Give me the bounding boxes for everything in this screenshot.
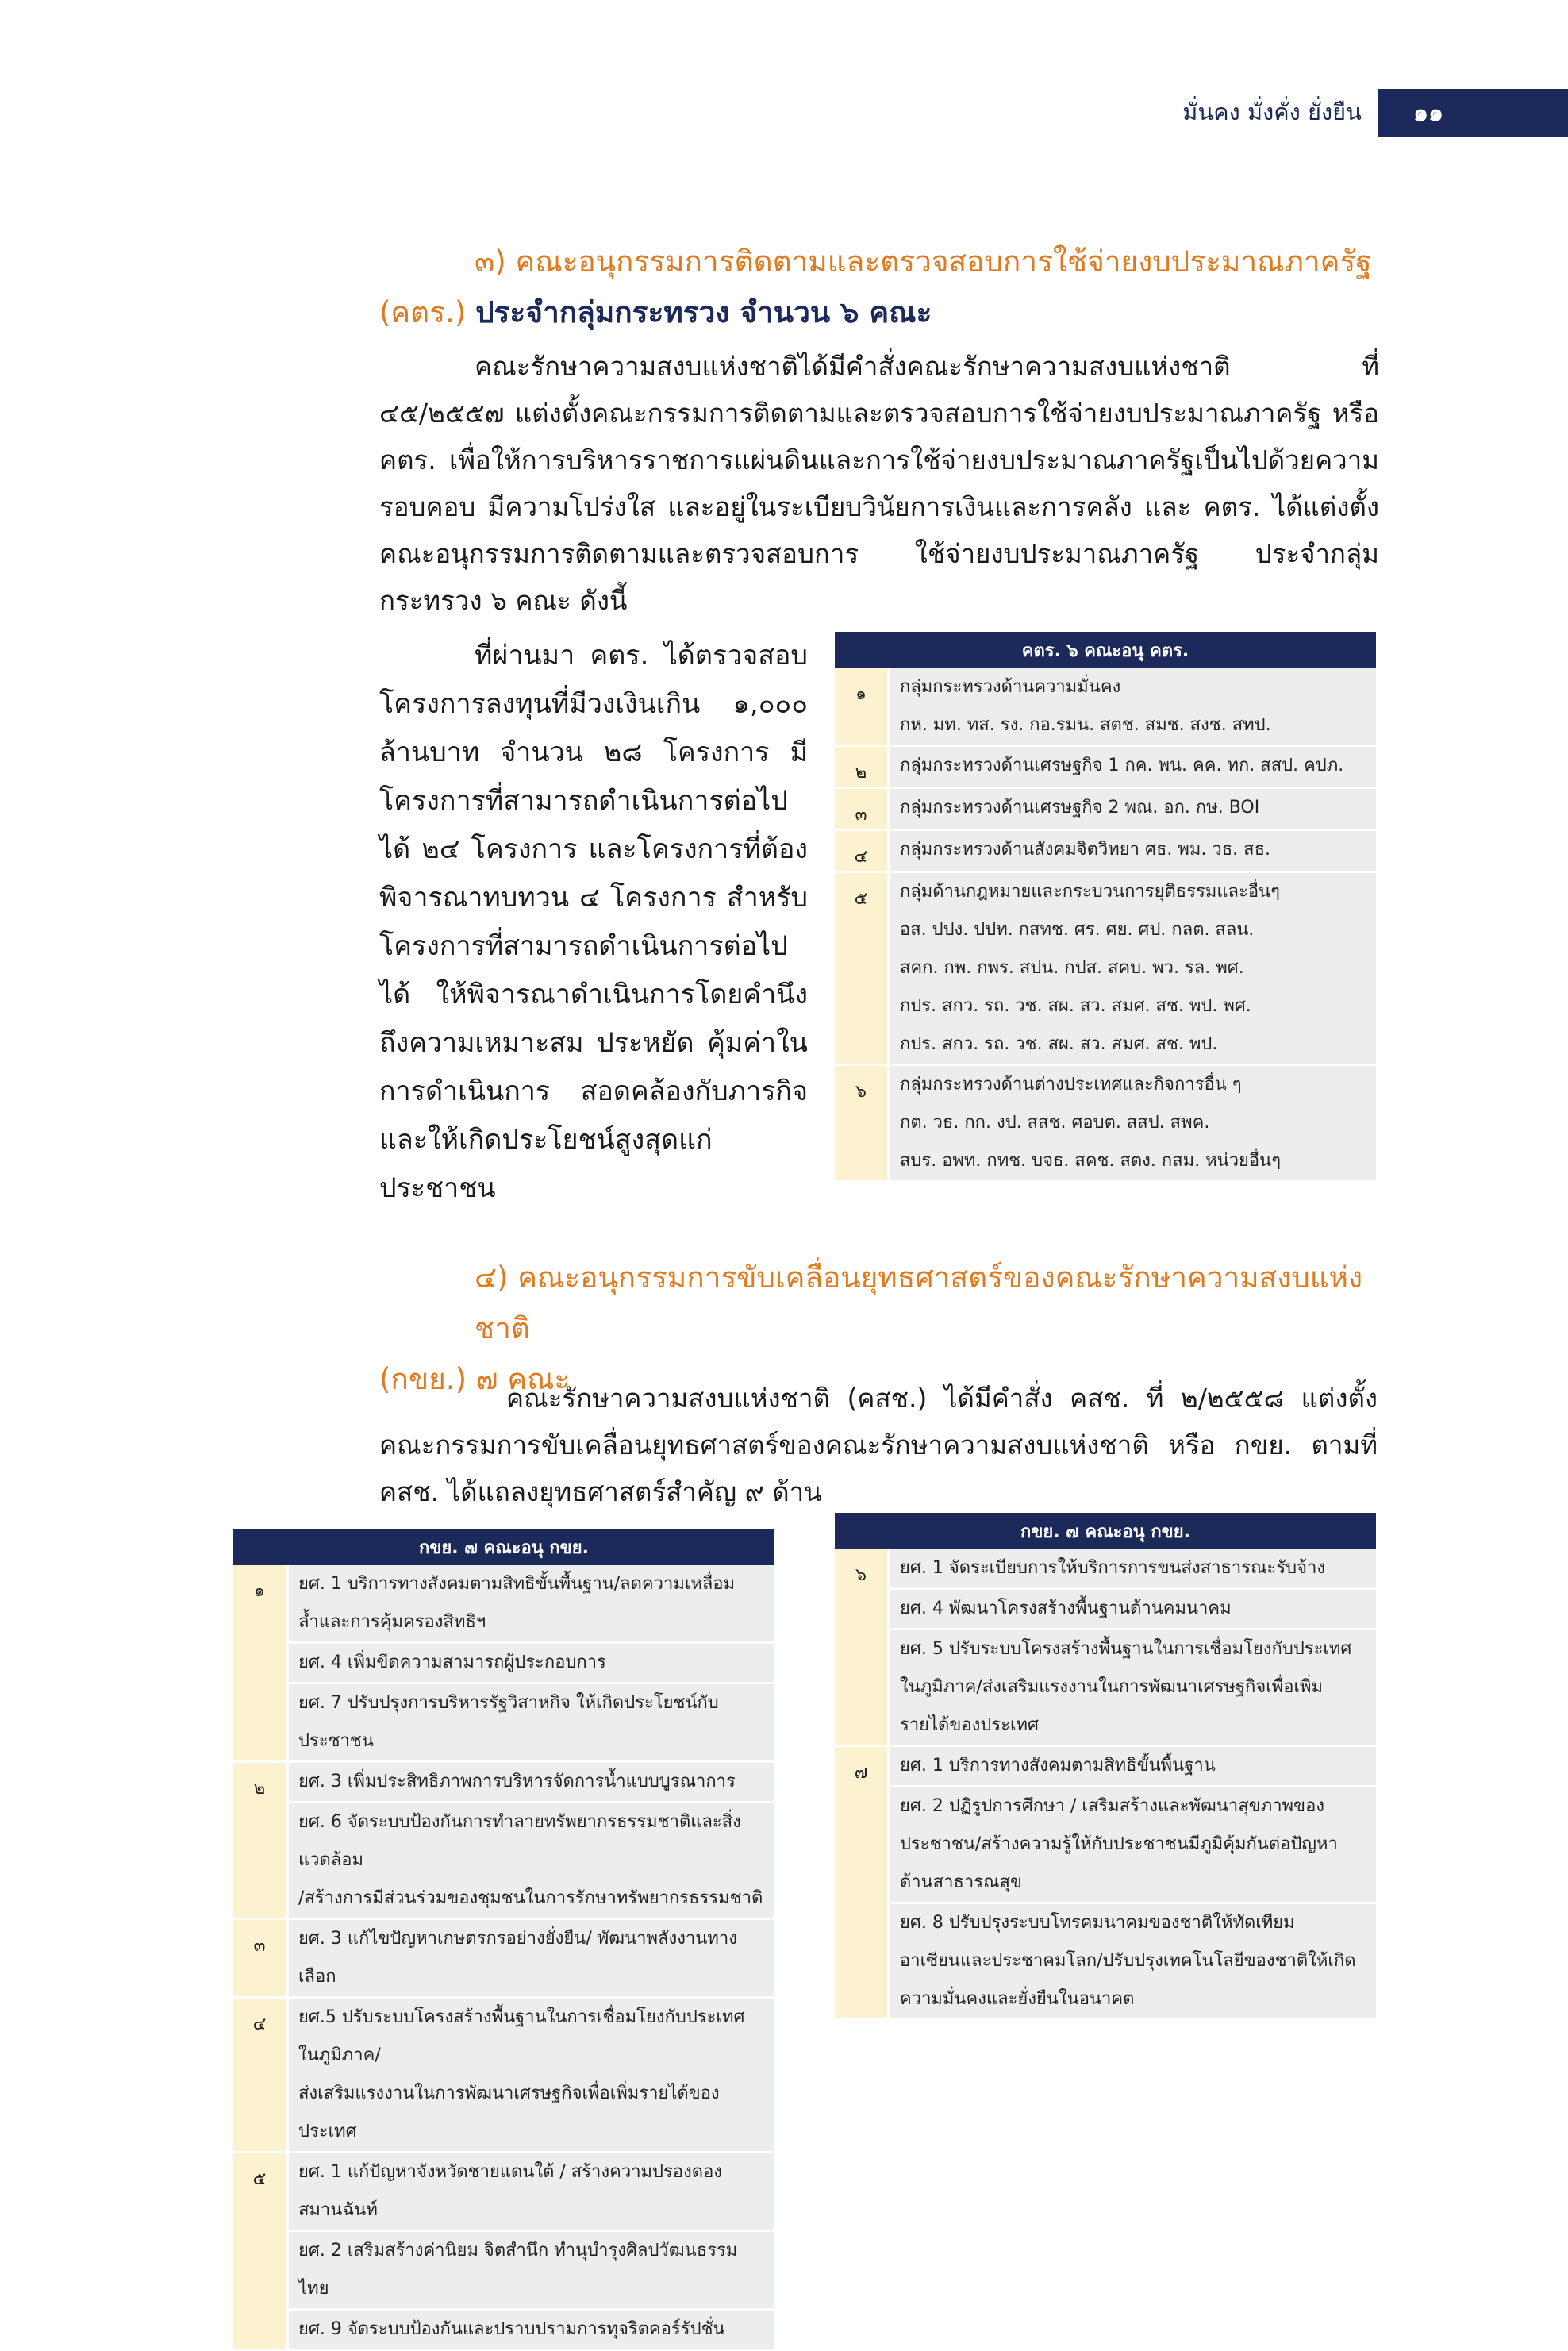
section3-side-text (379, 632, 808, 1213)
row-text (286, 1684, 774, 1763)
row-line: กลุ่มกระทรวงด้านต่างประเทศและกิจการอื่น ๆ (900, 1075, 1242, 1095)
section3-heading-line1: ๓) คณะอนุกรรมการติดตามและตรวจสอบการใช้จ่ายงบประมาณภาครัฐ (475, 244, 1372, 279)
row-line: สบร. อพท. กทช. บจธ. สคช. สตง. กสม. หน่วยอื่นๆ (900, 1151, 1282, 1171)
table-row (233, 1803, 774, 1920)
table-row (835, 1747, 1376, 1787)
row-text (286, 2311, 774, 2351)
row-number: ๕ (233, 2153, 286, 2351)
row-line: ยศ. 1 บริการทางสังคมตามสิทธิขั้นพื้นฐาน (900, 1756, 1216, 1776)
row-line: ในภูมิภาค/ส่งเสริมแรงงานในการพัฒนาเศรษฐกิจเพื่อเพิ่ม (900, 1677, 1324, 1697)
table-row (835, 831, 1376, 873)
table-row (233, 1644, 774, 1684)
section3-paragraph (379, 343, 1379, 624)
row-line: กห. มท. ทส. รง. กอ.รมน. สตช. สมช. สงช. สทป. (900, 715, 1271, 735)
row-text (887, 1590, 1376, 1630)
table-row (233, 1565, 774, 1644)
row-number: ๒ (233, 1763, 286, 1920)
row-number: ๕ (835, 873, 887, 1066)
table-row (233, 1999, 774, 2153)
row-line: ยศ. 9 จัดระบบป้องกันและปราบปรามการทุจริตคอร์รัปชั่น (298, 2319, 725, 2339)
row-line: ยศ. 2 เสริมสร้างค่านิยม จิตสำนึก ทำนุบำรุงศิลปวัฒนธรรมไทย (298, 2241, 738, 2299)
committee-table-ktr (835, 632, 1376, 1183)
row-text (887, 1549, 1376, 1590)
table-row (835, 1904, 1376, 2021)
row-line: กลุ่มด้านกฎหมายและกระบวนการยุติธรรมและอื่นๆ (900, 882, 1280, 902)
section3-heading-abbr: (คตร.) (379, 295, 467, 329)
table-row (835, 1630, 1376, 1747)
row-line: กลุ่มกระทรวงด้านสังคมจิตวิทยา ศธ. พม. วธ. สธ. (900, 840, 1270, 860)
row-number: ๗ (835, 1747, 887, 2021)
row-line: สคก. กพ. กพร. สปน. กปส. สคบ. พว. รล. พศ. (900, 958, 1244, 978)
row-line: ด้านสาธารณสุข (900, 1872, 1022, 1892)
row-text (286, 1763, 774, 1803)
table-row (233, 2232, 774, 2311)
section4-heading-line1: ๔) คณะอนุกรรมการขับเคลื่อนยุทธศาสตร์ของคณะรักษาความสงบแห่งชาติ (475, 1260, 1363, 1345)
row-line: ยศ. 1 จัดระเบียบการให้บริการการขนส่งสาธารณะรับจ้าง (900, 1558, 1326, 1578)
row-line: ส่งเสริมแรงงานในการพัฒนาเศรษฐกิจเพื่อเพิ่มรายได้ของประเทศ (298, 2084, 720, 2141)
section3-heading (379, 237, 1379, 338)
table-row (835, 789, 1376, 831)
row-text (887, 1904, 1376, 2021)
row-text (887, 1630, 1376, 1747)
row-number: ๓ (233, 1920, 286, 1999)
row-text (887, 1747, 1376, 1787)
table-row (835, 1549, 1376, 1590)
row-line: กลุ่มกระทรวงด้านความมั่นคง (900, 677, 1121, 697)
row-line: ประชาชน/สร้างความรู้ให้กับประชาชนมีภูมิคุ้มกันต่อปัญหา (900, 1834, 1338, 1854)
row-line: กปร. สกว. รถ. วช. สผ. สว. สมศ. สช. พป. (900, 1034, 1218, 1054)
row-number: ๑ (835, 668, 887, 747)
table-row (233, 2311, 774, 2351)
row-number: ๓ (835, 789, 887, 831)
table-row (835, 1066, 1376, 1183)
row-text (286, 1565, 774, 1644)
row-number: ๖ (835, 1066, 887, 1183)
row-line: ยศ.5 ปรับระบบโครงสร้างพื้นฐานในการเชื่อมโยงกับประเทศในภูมิภาค/ (298, 2007, 745, 2065)
page-number: ๑๑ (1413, 98, 1444, 127)
row-line: อส. ปปง. ปปท. กสทช. ศร. ศย. ศป. กลต. สลน. (900, 920, 1255, 940)
row-text (887, 668, 1376, 747)
section4-paragraph-text: คณะรักษาความสงบแห่งชาติ (คสช.) ได้มีคำสั่ง คสช. ที่ ๒/๒๕๕๘ แต่งตั้งคณะกรรมการขับเคลื่อนยุทธศาสตร์ของคณะรักษาความสงบแห่งชาติ หรือ กขย. ตามที่ คสช. ได้แถลงยุทธศาสตร์สำคัญ ๙ ด้าน (379, 1383, 1378, 1507)
row-number: ๔ (835, 831, 887, 873)
row-line: กต. วธ. กก. งป. สสช. ศอบต. สสป. สพค. (900, 1113, 1210, 1133)
page-header (0, 79, 1568, 135)
row-text (286, 1803, 774, 1920)
table-row (835, 1787, 1376, 1904)
row-text (887, 789, 1376, 831)
table-row (233, 1920, 774, 1999)
table-row (835, 873, 1376, 1066)
row-line: อาเซียนและประชาคมโลก/ปรับปรุงเทคโนโลยีของชาติให้เกิด (900, 1951, 1356, 1971)
table-header: กขย. ๗ คณะอนุ กขย. (835, 1513, 1376, 1549)
row-text (887, 873, 1376, 1066)
row-text (286, 1920, 774, 1999)
row-number: ๑ (233, 1565, 286, 1763)
row-text (887, 831, 1376, 873)
header-tagline: มั่นคง มั่งคั่ง ยั่งยืน (1182, 98, 1362, 125)
row-number: ๒ (835, 747, 887, 789)
row-line: ยศ. 4 พัฒนาโครงสร้างพื้นฐานด้านคมนาคม (900, 1599, 1232, 1618)
table-row (835, 668, 1376, 747)
row-text (887, 747, 1376, 789)
row-text (887, 1787, 1376, 1904)
row-line: กลุ่มกระทรวงด้านเศรษฐกิจ 1 กค. พน. คค. ทก. สสป. คปภ. (900, 756, 1344, 775)
row-line: รายได้ของประเทศ (900, 1715, 1039, 1735)
row-line: /สร้างการมีส่วนร่วมของชุมชนในการรักษาทรัพยากรธรรมชาติ (298, 1888, 763, 1908)
row-line: ยศ. 8 ปรับปรุงระบบโทรคมนาคมของชาติให้ทัดเทียม (900, 1913, 1295, 1933)
table-header: คตร. ๖ คณะอนุ คตร. (835, 632, 1376, 668)
committee-table-kxy-left (233, 1529, 774, 2351)
row-text (887, 1066, 1376, 1183)
row-text (286, 1644, 774, 1684)
table-row (233, 1684, 774, 1763)
row-line: ความมั่นคงและยั่งยืนในอนาคต (900, 1989, 1135, 2009)
table-row (233, 2153, 774, 2232)
committee-table-kxy-right (835, 1513, 1376, 2021)
row-text (286, 2153, 774, 2232)
row-number: ๔ (233, 1999, 286, 2153)
row-text (286, 1999, 774, 2153)
table-row (233, 1763, 774, 1803)
row-line: ยศ. 1 บริการทางสังคมตามสิทธิขั้นพื้นฐาน/ลดความเหลื่อม (298, 1574, 736, 1594)
row-line: ยศ. 2 ปฏิรูปการศึกษา / เสริมสร้างและพัฒนาสุขภาพของ (900, 1796, 1325, 1816)
table-row (835, 1590, 1376, 1630)
row-line: ยศ. 5 ปรับระบบโครงสร้างพื้นฐานในการเชื่อมโยงกับประเทศ (900, 1639, 1352, 1659)
table-row (835, 747, 1376, 789)
table-header: กขย. ๗ คณะอนุ กขย. (233, 1529, 774, 1565)
section4-heading-line2: (กขย.) ๗ คณะ (379, 1362, 571, 1396)
row-number: ๖ (835, 1549, 887, 1747)
row-line: ยศ. 3 แก้ไขปัญหาเกษตรกรอย่างยั่งยืน/ พัฒนาพลังงานทางเลือก (298, 1929, 737, 1987)
section3-heading-tail: ประจำกลุ่มกระทรวง จำนวน ๖ คณะ (475, 295, 932, 329)
section3-side-text-body: ที่ผ่านมา คตร. ได้ตรวจสอบโครงการลงทุนที่มีวงเงินเกิน ๑,๐๐๐ ล้านบาท จำนวน ๒๘ โครงการ มีโครงการที่สามารถดำเนินการต่อไปได้ ๒๔ โครงการ และโครงการที่ต้องพิจารณาทบทวน ๔ โครงการ สำหรับโครงการที่สามารถดำเนินการต่อไปได้ ให้พิจารณาดำเนินการโดยคำนึงถึงความเหมาะสม ประหยัด คุ้มค่าในการดำเนินการ สอดคล้องกับภารกิจ และให้เกิดประโยชน์สูงสุดแก่ประชาชน (379, 640, 808, 1204)
row-line: ล้ำและการคุ้มครองสิทธิฯ (298, 1612, 486, 1632)
row-line: ยศ. 1 แก้ปัญหาจังหวัดชายแดนใต้ / สร้างความปรองดองสมานฉันท์ (298, 2162, 723, 2220)
page-number-badge (1378, 89, 1568, 137)
row-line: ยศ. 6 จัดระบบป้องกันการทำลายทรัพยากรธรรมชาติและสิ่งแวดล้อม (298, 1812, 741, 1870)
row-line: กลุ่มกระทรวงด้านเศรษฐกิจ 2 พณ. อก. กษ. BOI (900, 798, 1260, 818)
row-line: ยศ. 4 เพิ่มขีดความสามารถผู้ประกอบการ (298, 1653, 606, 1672)
row-text (286, 2232, 774, 2311)
section3-heading-line2 (379, 287, 1379, 338)
row-line: กปร. สกว. รถ. วช. สผ. สว. สมศ. สช. พป. พศ. (900, 996, 1251, 1016)
section3-paragraph-text: คณะรักษาความสงบแห่งชาติได้มีคำสั่งคณะรักษาความสงบแห่งชาติ ที่ ๔๕/๒๕๕๗ แต่งตั้งคณะกรรมการติดตามและตรวจสอบการใช้จ่ายงบประมาณภาครัฐ หรือ คตร. เพื่อให้การบริหารราชการแผ่นดินและการใช้จ่ายงบประมาณภาครัฐเป็นไปด้วยความรอบคอบ มีความโปร่งใส และอยู่ในระเบียบวินัยการเงินและการคลัง และ คตร. ได้แต่งตั้งคณะอนุกรรมการติดตามและตรวจสอบการ ใช้จ่ายงบประมาณภาครัฐ ประจำกลุ่มกระทรวง ๖ คณะ ดังนี้ (379, 351, 1379, 616)
row-line: ยศ. 3 เพิ่มประสิทธิภาพการบริหารจัดการน้ำแบบบูรณาการ (298, 1772, 736, 1791)
section4-paragraph (379, 1375, 1378, 1515)
row-line: ยศ. 7 ปรับปรุงการบริหารรัฐวิสาหกิจ ให้เกิดประโยชน์กับประชาชน (298, 1693, 719, 1751)
